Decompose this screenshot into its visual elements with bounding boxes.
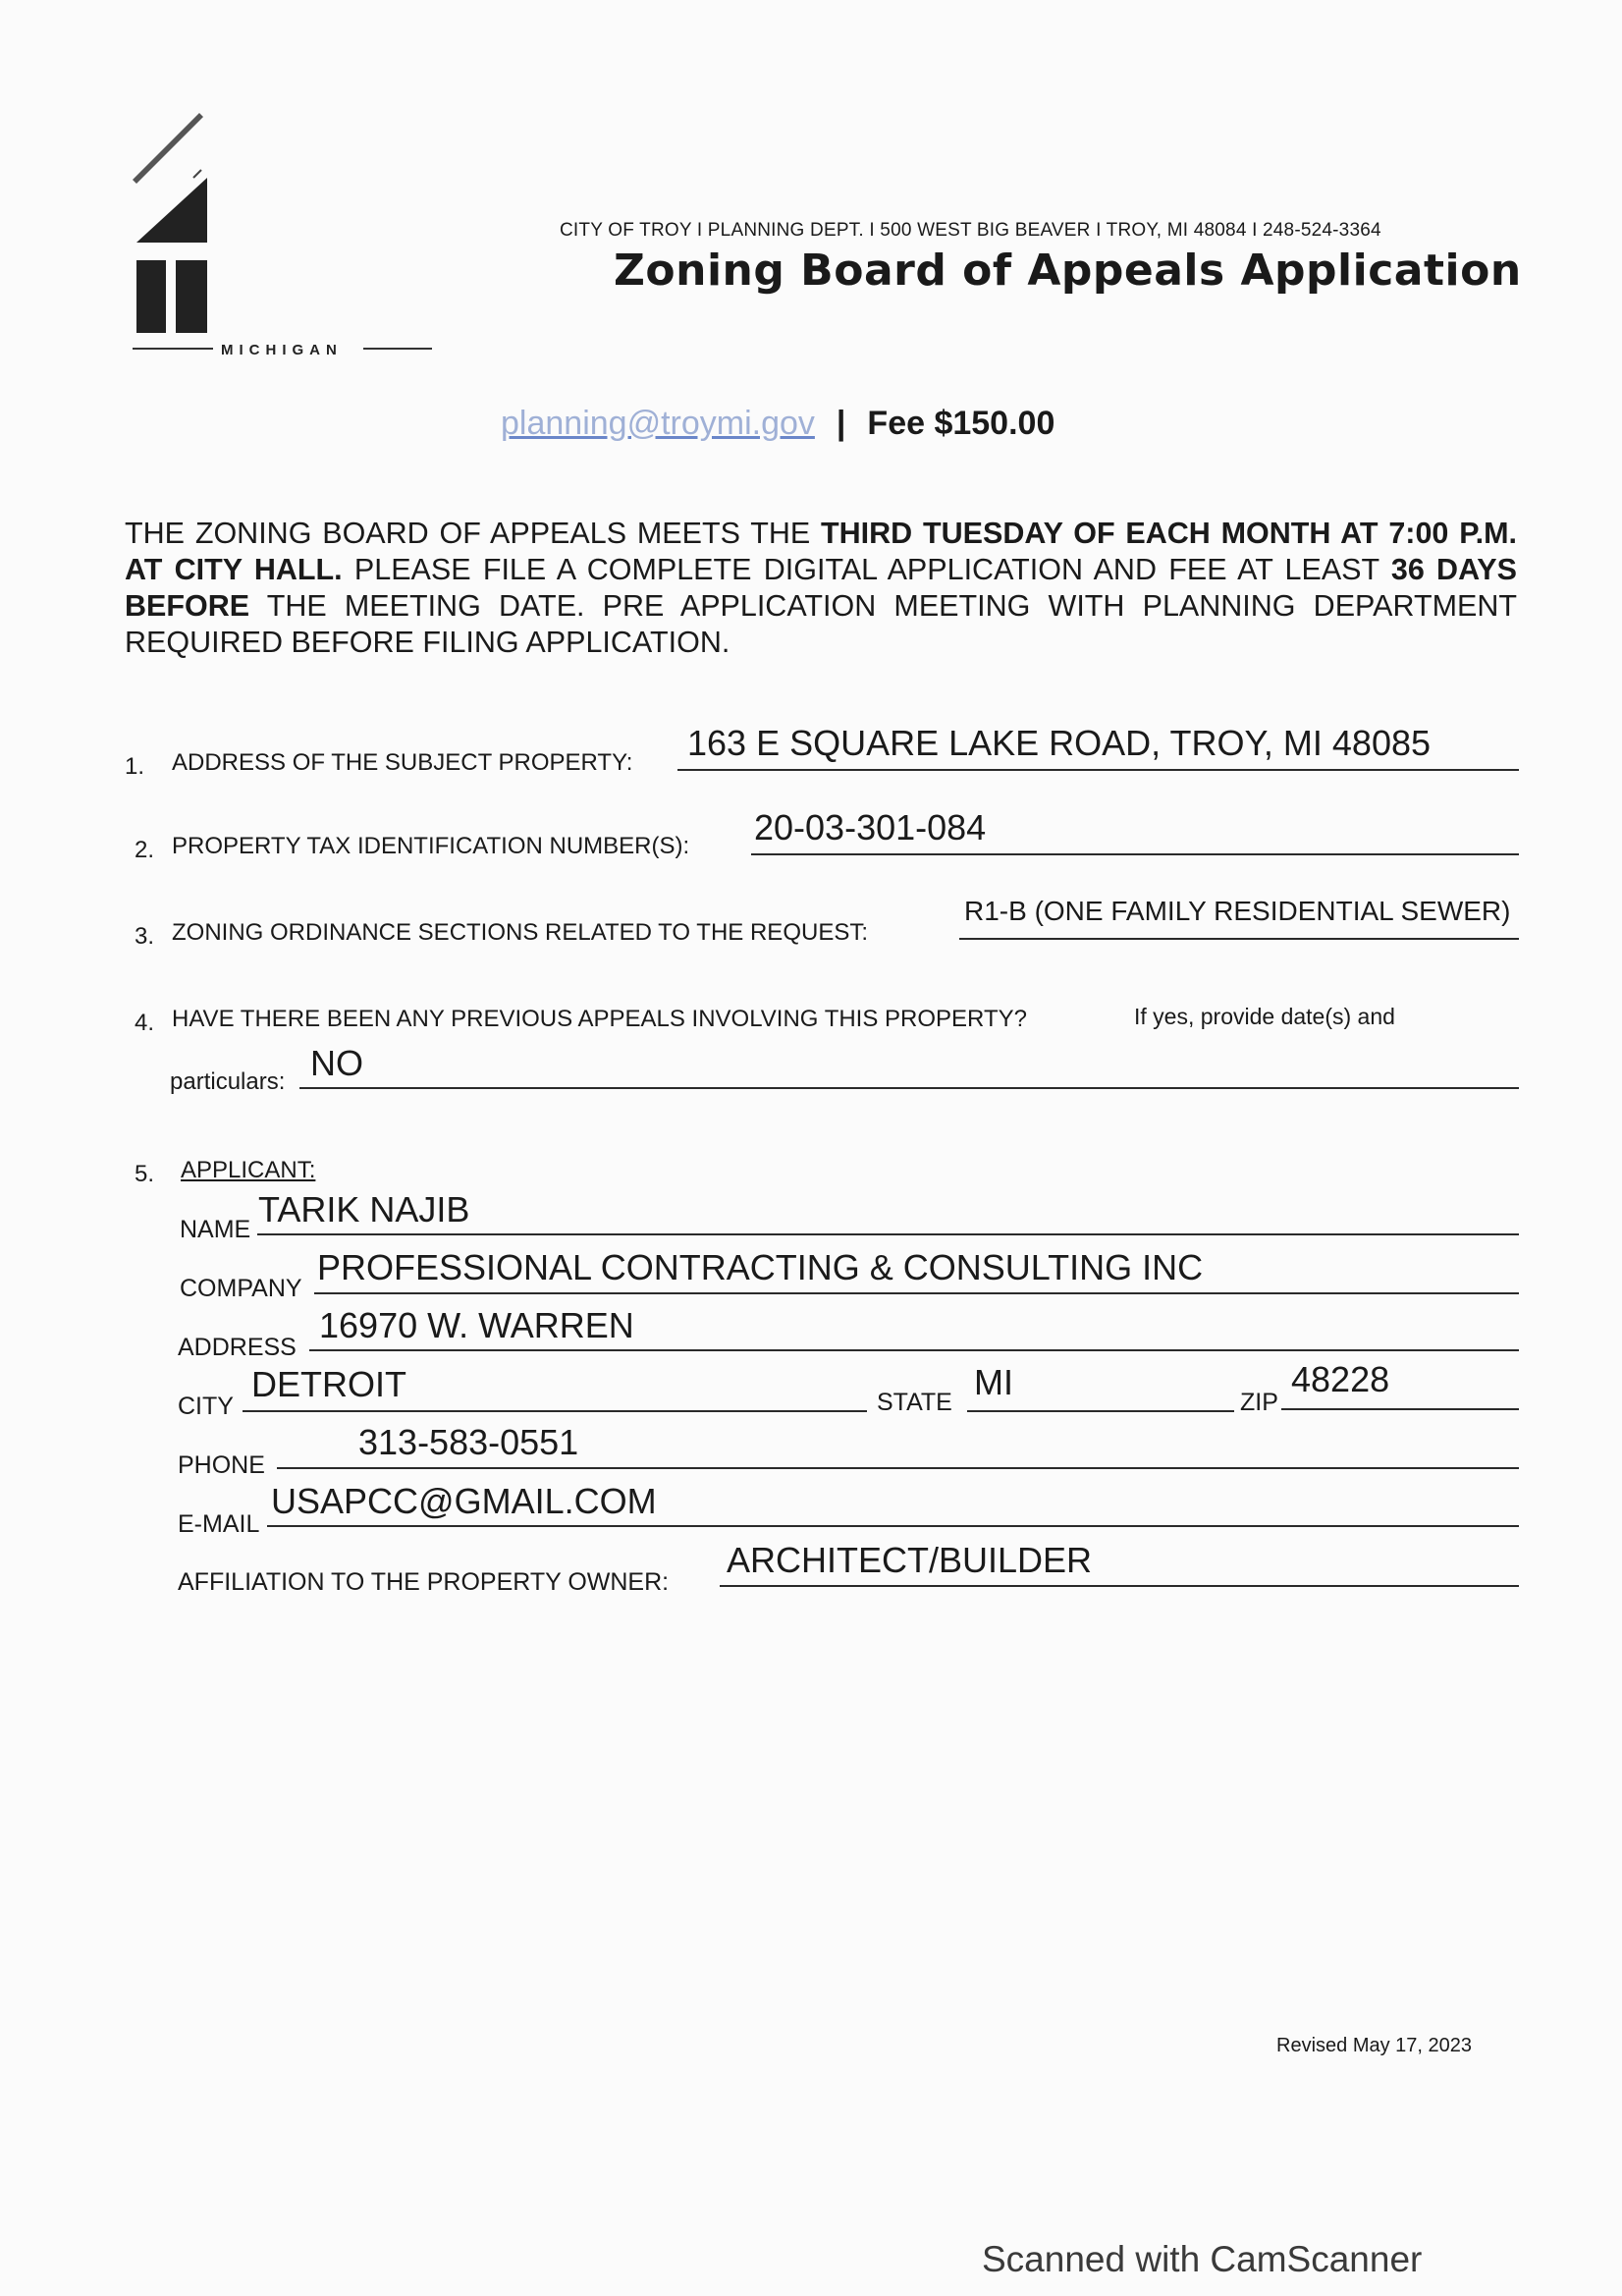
logo-pen — [133, 113, 203, 184]
logo-building-top — [136, 178, 207, 243]
city-value[interactable]: DETROIT — [251, 1364, 406, 1404]
address-label: ADDRESS — [178, 1334, 297, 1361]
name-underline — [257, 1233, 1519, 1235]
logo-pen-stroke — [193, 170, 201, 178]
logo-building-left — [136, 260, 166, 333]
logo-text: MICHIGAN — [221, 342, 343, 358]
q1-label: ADDRESS OF THE SUBJECT PROPERTY: — [172, 749, 633, 776]
address-value[interactable]: 16970 W. WARREN — [319, 1305, 634, 1345]
applicant-heading: APPLICANT: — [181, 1157, 316, 1183]
intro-bold-1: THIRD TUESDAY OF EACH MONTH AT 7:00 P.M. AT CITY HALL. — [125, 517, 1517, 586]
zip-underline — [1281, 1408, 1519, 1410]
scanner-watermark: Scanned with CamScanner — [982, 2239, 1423, 2279]
address-underline — [309, 1349, 1519, 1351]
email-value[interactable]: USAPCC@GMAIL.COM — [271, 1481, 657, 1521]
planning-email-link[interactable]: planning@troymi.gov — [501, 405, 815, 442]
phone-underline — [277, 1467, 1519, 1469]
q2-number: 2. — [135, 837, 155, 863]
q4-hint: If yes, provide date(s) and — [1134, 1004, 1395, 1029]
city-underline — [243, 1410, 867, 1412]
city-label: CITY — [178, 1393, 234, 1420]
q4-underline — [299, 1087, 1519, 1089]
applicant-number: 5. — [135, 1161, 155, 1187]
zip-value[interactable]: 48228 — [1291, 1359, 1390, 1399]
q1-answer[interactable]: 163 E SQUARE LAKE ROAD, TROY, MI 48085 — [687, 723, 1432, 763]
company-underline — [314, 1292, 1519, 1294]
email-label: E-MAIL — [178, 1510, 260, 1538]
q4-answer[interactable]: NO — [310, 1043, 363, 1083]
name-value[interactable]: TARIK NAJIB — [258, 1189, 470, 1230]
intro-text-1: THE ZONING BOARD OF APPEALS MEETS THE — [125, 517, 822, 550]
intro-bold-2: 36 DAYS BEFORE — [125, 553, 1517, 623]
q1-underline — [677, 769, 1519, 771]
intro-text-2: PLEASE FILE A COMPLETE DIGITAL APPLICATION AND FEE AT LEAST — [342, 553, 1391, 586]
q2-answer[interactable]: 20-03-301-084 — [754, 807, 987, 847]
intro-paragraph — [125, 516, 1517, 661]
q3-underline — [959, 938, 1519, 940]
q3-answer[interactable]: R1-B (ONE FAMILY RESIDENTIAL SEWER) — [964, 896, 1511, 926]
affiliation-label: AFFILIATION TO THE PROPERTY OWNER: — [178, 1568, 670, 1596]
contact-line — [501, 405, 1054, 443]
q4-label-particulars: particulars: — [170, 1068, 286, 1095]
q4-label: HAVE THERE BEEN ANY PREVIOUS APPEALS INVOLVING THIS PROPERTY? — [172, 1006, 1027, 1032]
q4-number: 4. — [135, 1010, 155, 1036]
state-label: STATE — [877, 1389, 952, 1416]
revised-date: Revised May 17, 2023 — [1276, 2035, 1473, 2056]
name-label: NAME — [180, 1216, 251, 1243]
city-of-troy-logo — [133, 113, 447, 358]
page-title: Zoning Board of Appeals Application — [614, 246, 1522, 296]
phone-label: PHONE — [178, 1451, 265, 1479]
affiliation-underline — [720, 1585, 1519, 1587]
fee-amount: Fee $150.00 — [867, 405, 1055, 442]
q2-label: PROPERTY TAX IDENTIFICATION NUMBER(S): — [172, 833, 690, 859]
state-underline — [967, 1410, 1234, 1412]
zip-label: ZIP — [1240, 1389, 1278, 1416]
q1-number: 1. — [125, 753, 145, 780]
state-value[interactable]: MI — [974, 1362, 1013, 1402]
department-address: CITY OF TROY I PLANNING DEPT. I 500 WEST BIG BEAVER I TROY, MI 48084 I 248-524-3364 — [560, 220, 1381, 241]
q3-number: 3. — [135, 923, 155, 950]
intro-text-3: THE MEETING DATE. PRE APPLICATION MEETING WITH PLANNING DEPARTMENT REQUIRED BEFORE FILING APPLICATION. — [125, 589, 1517, 659]
phone-value[interactable]: 313-583-0551 — [358, 1422, 579, 1462]
logo-building-right — [176, 260, 207, 333]
q2-underline — [751, 853, 1519, 855]
company-label: COMPANY — [180, 1275, 302, 1302]
company-value[interactable]: PROFESSIONAL CONTRACTING & CONSULTING INC — [317, 1247, 1204, 1287]
q3-label: ZONING ORDINANCE SECTIONS RELATED TO THE REQUEST: — [172, 919, 868, 946]
email-underline — [267, 1525, 1519, 1527]
affiliation-value[interactable]: ARCHITECT/BUILDER — [727, 1540, 1093, 1580]
separator: | — [836, 405, 846, 442]
